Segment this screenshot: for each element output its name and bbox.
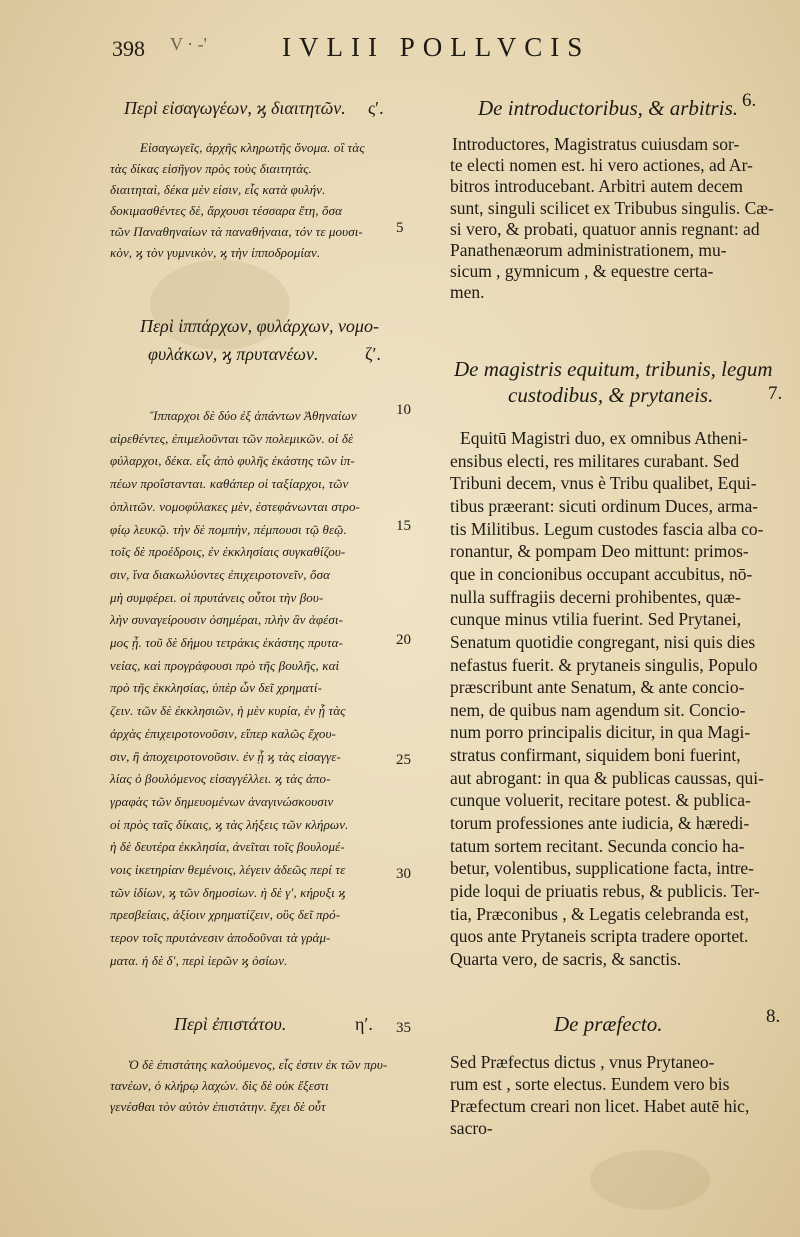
running-title: IVLII POLLVCIS xyxy=(282,32,591,62)
greek-text-line: φύλαρχοι, δέκα. εἷς ἀπὸ φυλῆς ἑκάστης τῶν ἱπ- xyxy=(110,453,355,469)
greek-text-line: δοκιμασθέντες δὲ, ἄρχουσι τέσσαρα ἔτη, ὅσα xyxy=(110,203,343,218)
greek-text-line: πρὸ τῆς ἐκκλησίας, ὑπὲρ ὧν δεῖ χρηματί- xyxy=(110,680,323,696)
latin-text-line: tis Militibus. Legum custodes fascia alba co- xyxy=(450,518,764,539)
paper-stain xyxy=(590,1150,710,1210)
latin-text-line: nefastus fuerit. & prytaneis singulis, Populo xyxy=(450,654,758,675)
latin-text-line: Tribuni decem, vnus è Tribu qualibet, Equi- xyxy=(450,473,757,494)
greek-text-line: νείας, καὶ προγράφουσι πρὸ τῆς βουλῆς, καὶ xyxy=(110,657,340,673)
greek-text-line: ἡ δὲ δευτέρα ἐκκλησία, ἀνεῖται τοῖς βουλομέ- xyxy=(110,839,345,855)
latin-text-line: pide loqui de priuatis rebus, & publicis. Ter- xyxy=(450,881,760,901)
latin-section-number: 6. xyxy=(742,90,757,111)
latin-text-line: men. xyxy=(450,282,485,303)
latin-text-line: aut abrogant: in qua & publicas caussas, qui- xyxy=(450,767,764,788)
latin-text-line: stratus confirmant, siquidem boni fuerint, xyxy=(450,745,741,766)
greek-text-line: σιν, ἵνα διακωλύοντες ἐπιχειροτονεῖν, ὅσα xyxy=(110,566,331,582)
latin-text-line: quos ante Prytaneis scripta tradere oportet. xyxy=(450,926,749,947)
greek-text-line: λὴν συναγείρουσιν ὁσημέραι, πλὴν ἂν ἀφέσι- xyxy=(110,612,344,628)
greek-text-line: τῶν ἰδίων, ϗ τῶν δημοσίων. ἡ δὲ γ′, κήρυξι ϗ xyxy=(110,884,346,900)
latin-text-line: præscribunt ante Senatum, & ante concio- xyxy=(450,677,745,698)
greek-text-line: φίῳ λευκῷ. τὴν δὲ πομπὴν, πέμπουσι τῷ θεῷ. xyxy=(110,521,347,537)
latin-section-number: 7. xyxy=(768,383,783,404)
greek-text-line: ὁπλιτῶν. νομοφύλακες μὲν, ἐστεφάνωνται στρο- xyxy=(110,498,360,514)
margin-line-number: 10 xyxy=(396,402,411,418)
greek-text-line: λίας ὁ βουλόμενος εἰσαγγέλλει. ϗ τὰς ἀπο- xyxy=(110,771,331,787)
latin-text-line: num porro principalis dicitur, in qua Magi- xyxy=(450,722,751,743)
greek-text-line: Ἵππαρχοι δὲ δύο ἐξ ἁπάντων Ἀθηναίων xyxy=(150,408,357,423)
latin-section-heading: De introductoribus, & arbitris. xyxy=(478,96,738,120)
latin-text-line: te electi nomen est. hi vero actiones, ad Ar- xyxy=(450,155,753,176)
margin-line-number: 15 xyxy=(396,518,411,534)
greek-text-line: ἀρχὰς ἐπιχειροτονοῦσιν, εἴπερ καλῶς ἔχου- xyxy=(110,725,336,741)
greek-text-line: διαιτηταὶ, δέκα μὲν εἰσιν, εἷς κατὰ φυλήν. xyxy=(110,182,326,197)
margin-line-number: 35 xyxy=(396,1020,411,1036)
latin-text-line: tatum sortem recitant. Secunda concio ha- xyxy=(450,835,745,856)
greek-text-line: μὴ συμφέρει. οἱ πρυτάνεις οὗτοι τὴν βου- xyxy=(110,589,324,605)
greek-text-line: τοῖς δὲ προέδροις, ἐν ἐκκλησίαις συγκαθίζου- xyxy=(110,544,346,560)
latin-text-line: que in concionibus occupant accubitus, nō- xyxy=(450,563,753,584)
greek-section-heading-cont: φυλάκων, ϗ πρυτανέων. xyxy=(148,344,319,364)
latin-text-line: ensibus electi, res militares curabant. Sed xyxy=(450,450,740,471)
greek-section-heading: Περὶ ἐπιστάτου. xyxy=(174,1014,287,1034)
greek-text-line: κὸν, ϗ τὸν γυμνικὸν, ϗ τὴν ἱπποδρομίαν. xyxy=(110,245,321,260)
greek-text-line: τῶν Παναθηναίων τὰ παναθήναια, τόν τε μουσι- xyxy=(110,224,363,239)
latin-section-heading: De præfecto. xyxy=(554,1012,663,1036)
latin-text-line: nem, de quibus nam agendum sit. Concio- xyxy=(450,699,746,720)
latin-text-line: sacro- xyxy=(450,1118,493,1138)
latin-text-line: sunt, singuli scilicet ex Tribubus singulis. Cæ- xyxy=(450,197,774,218)
latin-text-line: tibus præerant: sicuti ordinum Duces, arma- xyxy=(450,495,759,516)
latin-text-line: rum est , sorte electus. Eundem vero bis xyxy=(450,1074,730,1094)
greek-text-line: γενέσθαι τὸν αὐτὸν ἐπιστάτην. ἔχει δὲ οὗτ xyxy=(110,1099,326,1114)
margin-line-number: 25 xyxy=(396,752,411,768)
page-number: 398 xyxy=(112,36,145,61)
latin-text-line: Præfectum creari non licet. Habet autē hic, xyxy=(450,1096,750,1116)
greek-text-line: οἱ πρὸς ταῖς δίκαις, ϗ τὰς λήξεις τῶν κλήρων. xyxy=(110,816,349,832)
latin-text-line: Quarta vero, de sacris, & sanctis. xyxy=(450,948,682,969)
greek-text-line: τερον τοῖς πρυτάνεσιν ἀποδοῦναι τὰ γράμ- xyxy=(110,930,331,946)
latin-text-line: Sed Præfectus dictus , vnus Prytaneo- xyxy=(450,1052,715,1072)
greek-text-line: ζειν. τῶν δὲ ἐκκλησιῶν, ἡ μὲν κυρία, ἐν ᾗ τὰς xyxy=(110,703,346,719)
latin-section-heading: De magistris equitum, tribunis, legum xyxy=(454,357,773,381)
latin-text-line: sicum , gymnicum , & equestre certa- xyxy=(450,261,714,282)
latin-section-number: 8. xyxy=(766,1006,781,1027)
greek-text-line: πέων προΐστανται. καθάπερ οἱ ταξίαρχοι, τῶν xyxy=(110,476,349,492)
latin-text-line: Equitū Magistri duo, ex omnibus Atheni- xyxy=(460,428,748,448)
greek-section-number: ς′. xyxy=(368,98,384,118)
greek-section-heading: Περὶ εἰσαγωγέων, ϗ διαιτητῶν. xyxy=(124,98,346,118)
greek-section-heading: Περὶ ἱππάρχων, φυλάρχων, νομο- xyxy=(140,316,379,336)
latin-text-line: Senatum quotidie congregant, nisi quis dies xyxy=(450,631,756,652)
greek-section-number: η′. xyxy=(355,1014,373,1034)
greek-text-line: Εἰσαγωγεῖς, ἀρχῆς κληρωτῆς ὄνομα. οἳ τὰς xyxy=(140,140,365,155)
latin-text-line: torum professiones ante iudicia, & hæredi- xyxy=(450,813,750,834)
latin-text-line: nulla suffragiis decerni prohibentes, quæ- xyxy=(450,586,741,607)
margin-line-number: 5 xyxy=(396,220,404,236)
latin-text-line: Introductores, Magistratus cuiusdam sor- xyxy=(452,134,740,154)
header-marks: V · -' xyxy=(170,34,207,54)
greek-text-line: ματα. ἡ δὲ δ′, περὶ ἱερῶν ϗ ὁσίων. xyxy=(110,952,288,968)
greek-text-line: γραφὰς τῶν δημευομένων ἀναγινώσκουσιν xyxy=(110,793,334,809)
latin-text-line: cunque minus vtilia fuerint. Sed Prytanei, xyxy=(450,609,742,630)
greek-text-line: πρεσβείαις, ἀξίοιν χρηματίζειν, οὓς δεῖ πρό- xyxy=(110,907,341,923)
greek-text-line: αἱρεθέντες, ἐπιμελοῦνται τῶν πολεμικῶν. οἱ δὲ xyxy=(110,430,354,446)
page-header xyxy=(0,30,800,70)
greek-text-line: μος ᾖ. τοῦ δὲ δήμου τετράκις ἑκάστης πρυτα- xyxy=(110,635,343,650)
margin-line-number: 30 xyxy=(396,866,411,882)
latin-section-heading-cont: custodibus, & prytaneis. xyxy=(508,383,714,407)
latin-text-line: tia, Præconibus , & Legatis celebranda est, xyxy=(450,903,749,924)
latin-text-line: Panathenæorum administrationem, mu- xyxy=(450,240,727,260)
latin-text-line: si vero, & probati, quatuor annis regnant: ad xyxy=(450,218,760,239)
greek-text-line: τανέων, ὁ κλήρῳ λαχών. δὶς δὲ οὐκ ἔξεστι xyxy=(110,1078,329,1093)
greek-text-line: τὰς δίκας εἰσῆγον πρὸς τοὺς διαιτητάς. xyxy=(110,161,312,176)
margin-line-number: 20 xyxy=(396,632,411,648)
greek-text-line: σιν, ἢ ἀποχειροτονοῦσιν. ἐν ᾗ ϗ τὰς εἰσαγγε- xyxy=(110,748,341,764)
greek-text-line: νοις ἱκετηρίαν θεμένοις, λέγειν ἀδεῶς περί τε xyxy=(110,862,346,877)
greek-text-line: Ὁ δὲ ἐπιστάτης καλούμενος, εἷς ἐστιν ἐκ τῶν πρυ- xyxy=(128,1057,388,1072)
latin-text-line: cunque voluerit, recitare potest. & publica- xyxy=(450,790,751,811)
latin-text-line: ronantur, & pompam Deo mittunt: primos- xyxy=(450,541,749,562)
greek-section-number: ζ′. xyxy=(365,344,381,364)
latin-text-line: bitros introducebant. Arbitri autem decem xyxy=(450,176,744,197)
latin-text-line: betur, volentibus, supplicatione facta, intre- xyxy=(450,858,754,879)
